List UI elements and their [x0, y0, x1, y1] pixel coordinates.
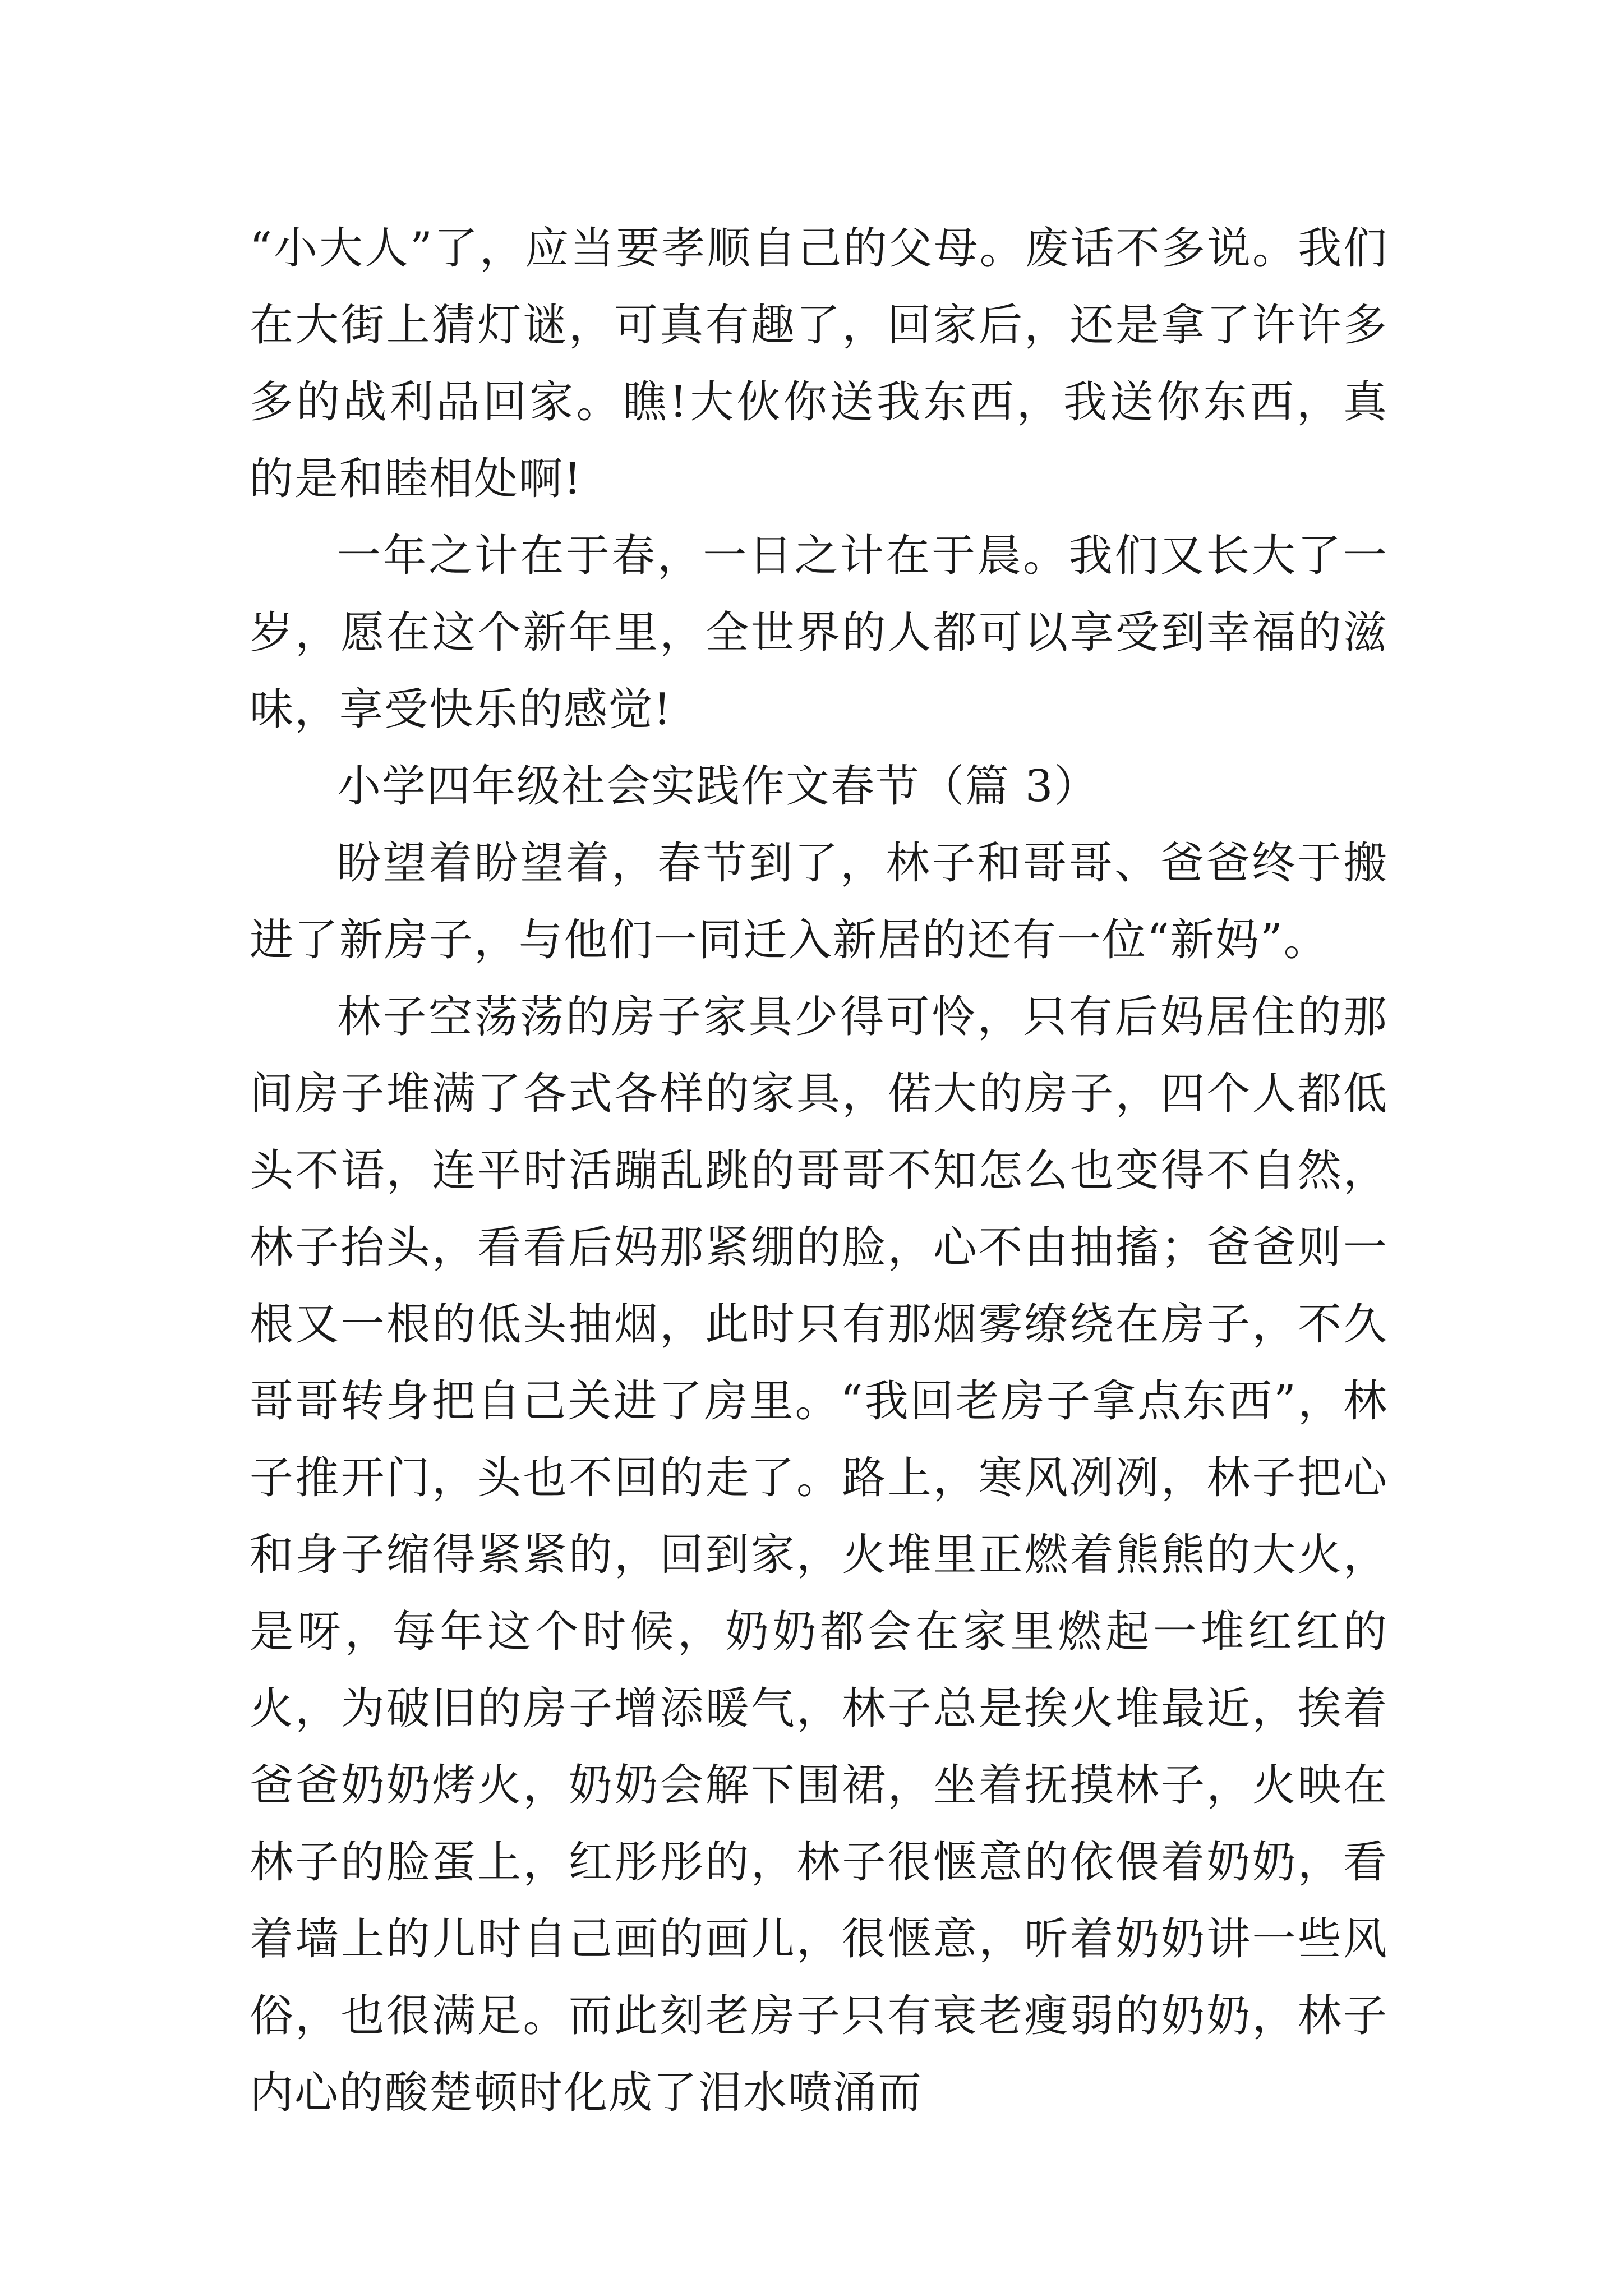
paragraph: 盼望着盼望着，春节到了，林子和哥哥、爸爸终于搬进了新房子，与他们一同迁入新居的还有一位“新妈”。: [250, 838, 1388, 965]
paragraph-continuation: “小大人”了，应当要孝顺自己的父母。废话不多说。我们在大街上猜灯谜，可真有趣了，回家后，还是拿了许许多多的战利品回家。瞧!大伙你送我东西，我送你东西，真的是和睦相处啊!: [250, 223, 1388, 504]
section-heading: 小学四年级社会实践作文春节（篇 3）: [337, 761, 1099, 812]
paragraph: 一年之计在于春，一日之计在于晨。我们又长大了一岁，愿在这个新年里，全世界的人都可以享受到幸福的滋味，享受快乐的感觉!: [250, 531, 1388, 735]
paragraph: 林子空荡荡的房子家具少得可怜，只有后妈居住的那间房子堆满了各式各样的家具，偌大的房子，四个人都低头不语，连平时活蹦乱跳的哥哥不知怎么也变得不自然，林子抬头，看看后妈那紧绷的脸，心不由抽搐；爸爸则一根又一根的低头抽烟，此时只有那烟雾缭绕在房子，不久哥哥转身把自己关进了房里。“我回老房子拿点东西”，林子推开门，头也不回的走了。路上，寒风冽冽，林子把心和身子缩得紧紧的，回到家，火堆里正燃着熊熊的大火，是呀，每年这个时候，奶奶都会在家里燃起一堆红红的火，为破旧的房子增添暖气，林子总是挨火堆最近，挨着爸爸奶奶烤火，奶奶会解下围裙，坐着抚摸林子，火映在林子的脸蛋上，红彤彤的，林子很惬意的依偎着奶奶，看着墙上的儿时自己画的画儿，很惬意，听着奶奶讲一些风俗，也很满足。而此刻老房子只有衰老瘦弱的奶奶，林子内心的酸楚顿时化成了泪水喷涌而: [250, 992, 1388, 2118]
document-body: [250, 210, 1388, 2132]
